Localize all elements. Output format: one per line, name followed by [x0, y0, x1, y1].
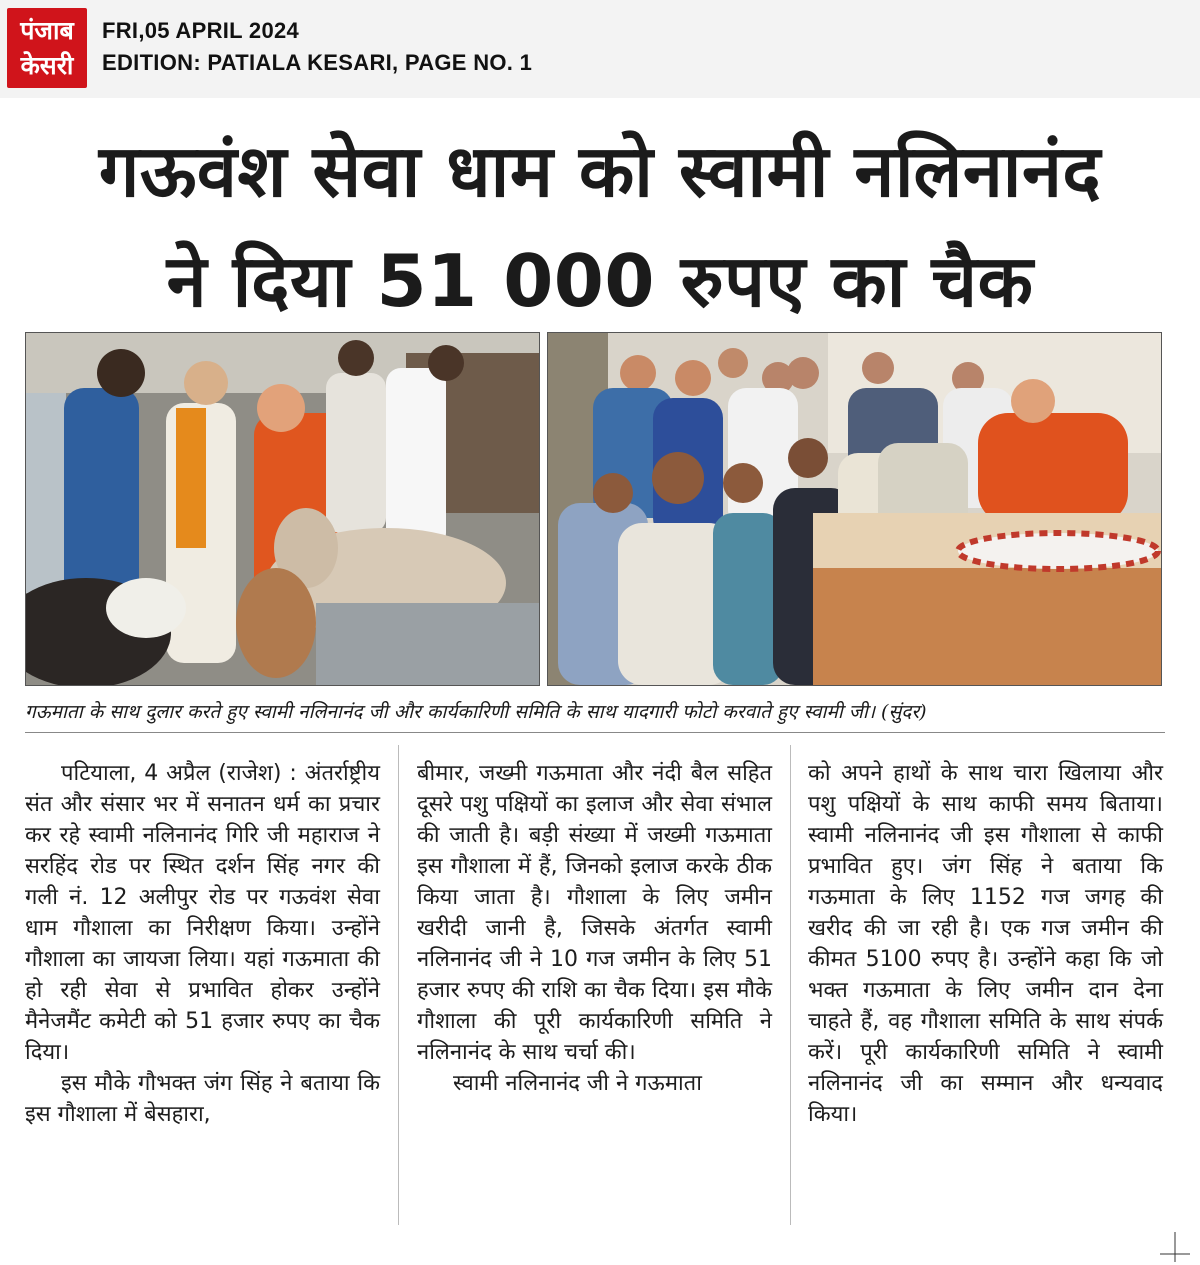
column-divider-2 — [790, 745, 791, 1225]
article-column-1 — [25, 758, 380, 1130]
logo-line1: पंजाब — [20, 16, 74, 45]
column-divider-1 — [398, 745, 399, 1225]
photo-cows-swami — [25, 332, 540, 686]
masthead-bar — [0, 0, 1200, 98]
logo-line2: केसरी — [20, 51, 74, 80]
photo-group-committee-icon — [548, 333, 1161, 685]
headline-line2: ने दिया 51 000 रुपए का चैक — [166, 239, 1034, 323]
photo-caption: गऊमाता के साथ दुलार करते हुए स्वामी नलिनानंद जी और कार्यकारिणी समिति के साथ यादगारी फोटो करवाते हुए स्वामी जी। (सुंदर) — [25, 701, 927, 723]
photo-group-committee — [547, 332, 1162, 686]
col1-paragraph-2: इस मौके गौभक्त जंग सिंह ने बताया कि इस गौशाला में बेसहारा, — [25, 1071, 380, 1127]
photo-cows-swami-icon — [26, 333, 539, 685]
col3-paragraph-1: को अपने हाथों के साथ चारा खिलाया और पशु पक्षियों के साथ काफी समय बिताया। स्वामी नलिनानंद जी इस गौशाला से काफी प्रभावित हुए। जंग सिंह ने बताया कि गऊमाता के लिए 1152 गज जगह की खरीद की जा रही है। एक गज जमीन की कीमत 5100 रुपए है। उन्होंने कहा कि जो भक्त गऊमाता के लिए जमीन दान देना चाहते हैं, वह गौशाला समिति के साथ संपर्क करें। पूरी कार्यकारिणी समिति ने स्वामी नलिनानंद जी का सम्मान और धन्यवाद किया। — [808, 761, 1163, 1127]
punjab-kesari-logo — [7, 8, 87, 88]
col1-paragraph-1: पटियाला, 4 अप्रैल (राजेश) : अंतर्राष्ट्रीय संत और संसार भर में सनातन धर्म का प्रचार कर रहे स्वामी नलिनानंद गिरि जी महाराज ने सरहिंद रोड पर स्थित दर्शन सिंह नगर की गली नं. 12 अलीपुर रोड पर गऊवंश सेवा धाम गौशाला का निरीक्षण किया। उन्होंने गौशाला का जायजा लिया। यहां गऊमाता की हो रही सेवा से प्रभावित होकर उन्होंने मैनेजमैंट कमेटी को 51 हजार रुपए का चैक दिया। — [25, 761, 380, 1065]
crop-mark-icon — [1160, 1232, 1190, 1262]
edition-date: FRI,05 APRIL 2024 — [102, 18, 300, 43]
edition-name: EDITION: PATIALA KESARI, PAGE NO. 1 — [102, 50, 533, 75]
caption-rule — [25, 732, 1165, 733]
article-column-3 — [808, 758, 1163, 1130]
col2-paragraph-2: स्वामी नलिनानंद जी ने गऊमाता — [453, 1071, 702, 1096]
article-column-2 — [417, 758, 772, 1099]
col2-paragraph-1: बीमार, जख्मी गऊमाता और नंदी बैल सहित दूसरे पशु पक्षियों का इलाज और सेवा संभाल की जाती है। बड़ी संख्या में जख्मी गऊमाता इस गौशाला में हैं, जिनको इलाज करके ठीक किया जाता है। गौशाला के लिए जमीन खरीदी जानी है, जिसके अंतर्गत स्वामी नलिनानंद जी ने 10 गज जमीन के लिए 51 हजार रुपए की राशि का चैक दिया। इस मौके गौशाला की पूरी कार्यकारिणी समिति ने नलिनानंद के साथ चर्चा की। — [417, 761, 772, 1065]
headline-line1: गऊवंश सेवा धाम को स्वामी नलिनानंद — [98, 129, 1102, 213]
